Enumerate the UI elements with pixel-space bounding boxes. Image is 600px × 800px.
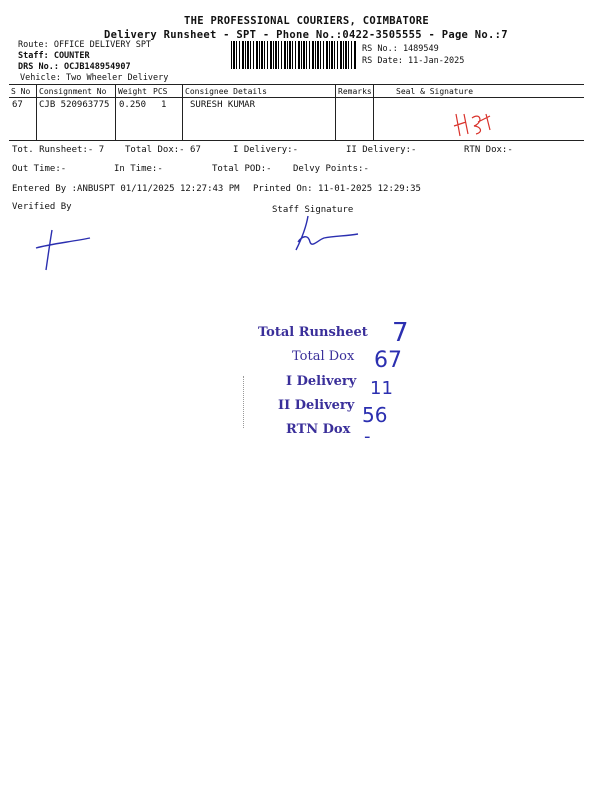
seal-signature-scribble: [450, 108, 500, 140]
hw-dox-value: 67: [374, 348, 402, 373]
col-divider: [36, 84, 37, 140]
col-header-consignment: Consignment No: [39, 87, 107, 96]
tot-runsheet: Tot. Runsheet:- 7: [12, 145, 105, 155]
col-divider: [115, 84, 116, 140]
hw-i-delivery-value: 11: [370, 378, 393, 399]
hw-rtn-value: -: [364, 426, 371, 447]
table-row-consignee: SURESH KUMAR: [190, 100, 256, 110]
col-divider: [182, 84, 183, 140]
entered-by: Entered By :ANBUSPT 01/11/2025 12:27:43 PM: [12, 184, 240, 194]
staff-field: Staff: COUNTER: [18, 51, 90, 61]
staff-signature-label: Staff Signature: [272, 205, 354, 215]
vehicle-field: Vehicle: Two Wheeler Delivery: [20, 73, 169, 83]
printed-on: Printed On: 11-01-2025 12:29:35: [253, 184, 421, 194]
stamp-i-delivery: I Delivery: [286, 374, 357, 389]
rs-date: RS Date: 11-Jan-2025: [362, 56, 465, 66]
route-field: Route: OFFICE DELIVERY SPT: [18, 40, 152, 50]
out-time: Out Time:-: [12, 164, 67, 174]
col-header-sno: S No: [11, 87, 31, 96]
table-bottom-line: [9, 140, 584, 141]
total-dox: Total Dox:- 67: [125, 145, 201, 155]
barcode: [231, 41, 356, 69]
col-header-weight: Weight: [118, 87, 147, 96]
in-time: In Time:-: [114, 164, 163, 174]
i-delivery: I Delivery:-: [233, 145, 299, 155]
table-row-pcs: 1: [161, 100, 167, 110]
table-row-consignment: CJB 520963775: [39, 100, 110, 110]
rs-number: RS No.: 1489549: [362, 44, 439, 54]
stamp-ii-delivery: II Delivery: [278, 398, 355, 413]
staff-signature: [288, 212, 368, 256]
ii-delivery: II Delivery:-: [346, 145, 417, 155]
verified-by: Verified By: [12, 202, 72, 212]
hw-ii-delivery-value: 56: [362, 403, 388, 427]
col-header-consignee: Consignee Details: [185, 87, 267, 96]
table-row-sno: 67: [12, 100, 23, 110]
table-row-weight: 0.250: [119, 100, 147, 110]
table-header-line: [9, 97, 584, 98]
delvy-points: Delvy Points:-: [293, 164, 369, 174]
company-name: THE PROFESSIONAL COURIERS, COIMBATORE: [184, 15, 429, 27]
table-top-line: [9, 84, 584, 85]
col-divider: [373, 84, 374, 140]
faint-side-mark: [243, 376, 248, 428]
rtn-dox: RTN Dox:-: [464, 145, 513, 155]
col-header-remarks: Remarks: [338, 87, 372, 96]
col-header-seal: Seal & Signature: [396, 87, 474, 96]
hw-runsheet-value: 7: [392, 318, 409, 348]
col-header-pcs: PCS: [153, 87, 168, 96]
col-divider: [335, 84, 336, 140]
drs-field: DRS No.: OCJB148954907: [18, 62, 131, 72]
stamp-rtn-dox: RTN Dox: [286, 422, 351, 437]
verified-signature: [30, 228, 100, 272]
stamp-total-runsheet: Total Runsheet: [258, 325, 368, 340]
stamp-total-dox: Total Dox: [292, 349, 355, 364]
runsheet-title: Delivery Runsheet - SPT - Phone No.:0422-3505555 - Page No.:7: [104, 29, 508, 41]
total-pod: Total POD:-: [212, 164, 272, 174]
